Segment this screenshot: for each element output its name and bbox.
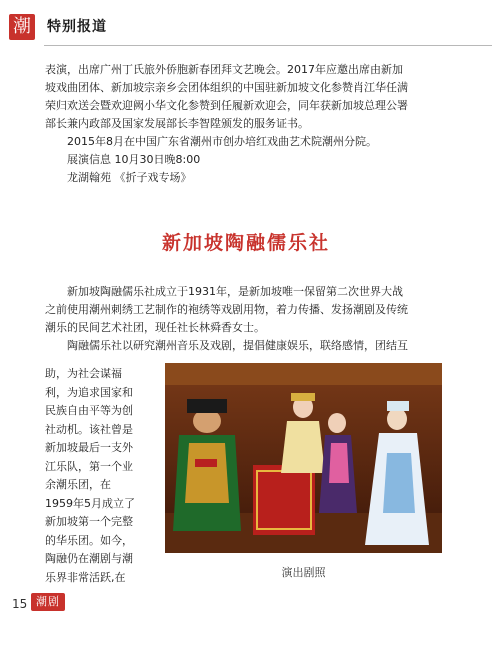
text-line: 新加坡最后一支外 [45, 441, 133, 454]
seal-logo-icon: 潮 [9, 14, 35, 40]
text-line: 新加坡陶融儒乐社成立于1931年，是新加坡唯一保留第二次世界大战 [67, 285, 403, 298]
article-body [45, 283, 447, 355]
text-line: 新加坡第一个完整 [45, 515, 133, 528]
header-divider [44, 45, 492, 46]
performance-info: 展演信息 10月30日晚8:00 [67, 153, 201, 166]
text-line: 荣归欢送会暨欢迎阙小华文化参赞到任履新欢迎会，同年获新加坡总理公署 [45, 99, 408, 112]
text-line: 部长兼内政部及国家发展部长李智陞颁发的服务证书。 [45, 117, 309, 130]
text-line: 江乐队，第一个业 [45, 459, 133, 473]
text-line: 陶融仍在潮剧与潮 [45, 552, 133, 565]
text-line: 利，为追求国家和 [45, 385, 133, 399]
performance-venue: 龙湖翰苑 《折子戏专场》 [67, 171, 192, 184]
text-line: 坡戏曲团体、新加坡宗亲乡会团体组织的中国驻新加坡文化参赞肖江华任满 [45, 81, 408, 94]
text-line: 乐界非常活跃,在 [45, 570, 126, 584]
text-line: 民族自由平等为创 [45, 404, 133, 417]
text-line: 的华乐团。如今， [45, 533, 133, 547]
text-line: 1959年5月成立了 [45, 496, 135, 510]
text-line: 陶融儒乐社以研究潮州音乐及戏剧，提倡健康娱乐，联络感情，团结互 [67, 339, 408, 352]
text-line: 2015年8月在中国广东省潮州市创办培红戏曲艺术院潮州分院。 [67, 135, 377, 148]
text-line: 助，为社会谋福 [45, 367, 122, 380]
photo-caption: 演出剧照 [281, 566, 326, 579]
text-line: 潮乐的民间艺术社团，现任社长林舜香女士。 [45, 321, 265, 334]
wrapped-column [45, 365, 141, 587]
performance-photo [165, 363, 442, 553]
article-title: 新加坡陶融儒乐社 [161, 232, 330, 254]
text-line: 之前使用潮州刺绣工艺制作的袍绣等戏剧用物，着力传播、发扬潮剧及传统 [45, 303, 408, 316]
text-line: 社动机。该社曾是 [45, 422, 133, 436]
magazine-logo-icon: 潮剧 [31, 593, 65, 611]
top-paragraph [45, 61, 447, 187]
stage-illustration [165, 363, 442, 553]
text-line: 表演，出席广州丁氏旅外侨胞新春团拜文艺晚会。2017年应邀出席由新加 [45, 63, 403, 76]
page-number: 15 [12, 597, 28, 611]
page-header [0, 0, 492, 56]
section-title: 特别报道 [47, 19, 107, 35]
text-line: 余潮乐团，在 [45, 478, 111, 491]
